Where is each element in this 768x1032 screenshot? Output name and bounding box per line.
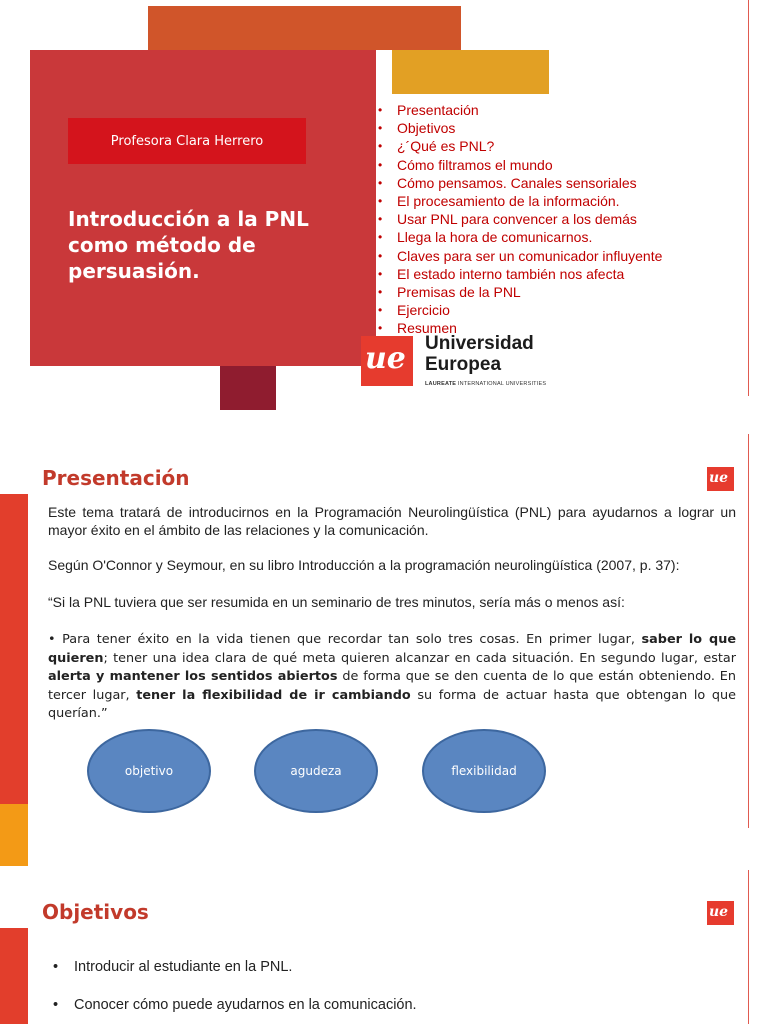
quote-text: ; tener una idea clara de qué meta quieren alcanzar en cada situación. En segundo lugar, estar <box>103 650 736 666</box>
quote-bold-3: tener la flexibilidad de ir cambiando <box>136 687 411 703</box>
toc-item[interactable]: • El procesamiento de la información. <box>378 192 662 210</box>
toc-item[interactable]: • Ejercicio <box>378 301 662 319</box>
toc-item[interactable]: • Cómo filtramos el mundo <box>378 156 662 174</box>
toc-item[interactable]: • Llega la hora de comunicarnos. <box>378 228 662 246</box>
toc-item[interactable]: • Claves para ser un comunicador influyente <box>378 247 662 265</box>
toc-item[interactable]: • ¿´Qué es PNL? <box>378 137 662 155</box>
decor-orange-block <box>148 6 461 50</box>
toc-item[interactable]: • Presentación <box>378 101 662 119</box>
toc-item[interactable]: • Premisas de la PNL <box>378 283 662 301</box>
toc-item[interactable]: • Cómo pensamos. Canales sensoriales <box>378 174 662 192</box>
side-accent-red <box>0 928 28 1024</box>
section-title-objetivos: Objetivos <box>42 900 149 924</box>
objectives-list <box>50 956 417 1032</box>
quote-text: de forma que se den cuenta de lo que están obteniendo. En tercer lugar, <box>48 669 736 703</box>
quote-text: • Para tener éxito en la vida tienen que recordar tan solo tres cosas. En primer lugar, <box>48 632 642 647</box>
toc-item[interactable]: • Objetivos <box>378 119 662 137</box>
quote-bold-1: saber lo que quieren <box>48 632 736 666</box>
side-accent-orange <box>0 804 28 866</box>
university-name-line2: Europea <box>425 354 502 375</box>
university-logo-icon <box>361 336 413 386</box>
logo-mark: ue <box>365 341 406 376</box>
table-of-contents <box>378 101 662 338</box>
toc-item[interactable]: • Resumen <box>378 319 662 337</box>
logo-mark: ue <box>709 470 729 486</box>
slide-edge-line <box>748 870 749 1024</box>
list-item: • Introducir al estudiante en la PNL. <box>50 956 417 994</box>
oval-flexibilidad: flexibilidad <box>422 729 546 813</box>
section-title-presentacion: Presentación <box>42 466 190 490</box>
ue-logo-icon <box>707 467 734 491</box>
oval-agudeza: agudeza <box>254 729 378 813</box>
laureate-bold: LAUREATE <box>425 381 457 387</box>
quote-intro: “Si la PNL tuviera que ser resumida en un seminario de tres minutos, sería más o menos así: <box>48 594 625 610</box>
citation-paragraph: Según O'Connor y Seymour, en su libro Introducción a la programación neurolingüística (2007, p. 37): <box>48 557 680 573</box>
intro-paragraph: Este tema tratará de introducirnos en la Programación Neurolingüística (PNL) para ayudarnos a lograr un mayor éxito en el ámbito de las relaciones y la comunicación. <box>48 504 736 538</box>
university-name <box>425 333 534 375</box>
professor-label: Profesora Clara Herrero <box>68 118 306 164</box>
ue-logo-icon <box>707 901 734 925</box>
toc-item[interactable]: • Usar PNL para convencer a los demás <box>378 210 662 228</box>
side-accent-red <box>0 494 28 804</box>
laureate-tagline <box>425 381 546 387</box>
decor-maroon-block <box>220 366 276 410</box>
quote-bold-2: alerta y mantener los sentidos abiertos <box>48 669 338 685</box>
slide-edge-line <box>748 0 749 396</box>
university-name-line1: Universidad <box>425 333 534 354</box>
toc-item[interactable]: • El estado interno también nos afecta <box>378 265 662 283</box>
list-item: • Conocer cómo puede ayudarnos en la comunicación. <box>50 994 417 1032</box>
laureate-rest: INTERNATIONAL UNIVERSITIES <box>456 381 547 387</box>
slide-edge-line <box>748 434 749 828</box>
logo-mark: ue <box>709 904 729 920</box>
presentation-title: Introducción a la PNL como método de persuasión. <box>68 207 309 283</box>
quote-text: su forma de actuar hasta que obtengan lo que querían.” <box>48 687 736 722</box>
oval-objetivo: objetivo <box>87 729 211 813</box>
decor-gold-block <box>392 50 549 94</box>
quote-body <box>48 631 736 724</box>
